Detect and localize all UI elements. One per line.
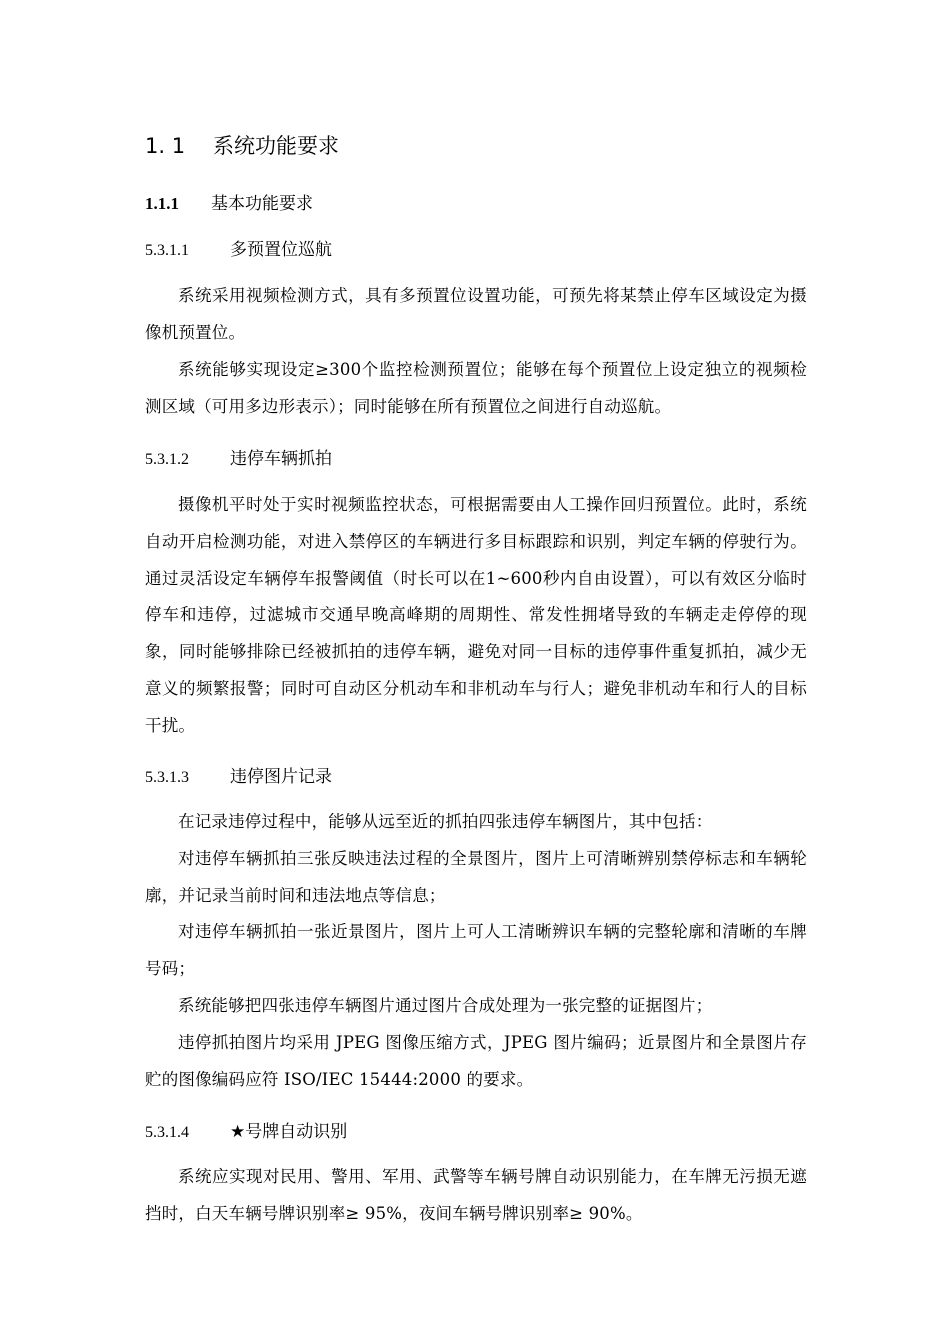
item-heading [145, 235, 332, 260]
item-number: 5.3.1.4 [145, 1124, 189, 1141]
paragraph: 违停抓拍图片均采用 JPEG 图像压缩方式，JPEG 图片编码；近景图片和全景图片存贮的图像编码应符 ISO/IEC 15444:2000 的要求。 [145, 1033, 807, 1089]
paragraph: 系统能够把四张违停车辆图片通过图片合成处理为一张完整的证据图片； [178, 996, 713, 1015]
item-title: ★号牌自动识别 [230, 1122, 348, 1142]
item-number: 5.3.1.2 [145, 451, 189, 468]
item-title: 违停图片记录 [230, 767, 332, 787]
item-number: 5.3.1.3 [145, 769, 189, 786]
item-heading [145, 1117, 347, 1142]
item-title: 违停车辆抓拍 [230, 449, 332, 469]
section-heading [145, 130, 339, 160]
subsection-number: 1.1.1 [145, 194, 179, 213]
paragraph: 摄像机平时处于实时视频监控状态，可根据需要由人工操作回归预置位。此时，系统自动开启检测功能，对进入禁停区的车辆进行多目标跟踪和识别，判定车辆的停驶行为。通过灵活设定车辆停车报警阈值（时长可以在1~600秒内自由设置），可以有效区分临时停车和违停，过滤城市交通早晚高峰期的周期性、常发性拥堵导致的车辆走走停停的现象，同时能够排除已经被抓拍的违停车辆，避免对同一目标的违停事件重复抓拍，减少无意义的频繁报警；同时可自动区分机动车和非机动车与行人；避免非机动车和行人的目标干扰。 [145, 495, 807, 735]
paragraph: 系统能够实现设定≥300个监控检测预置位；能够在每个预置位上设定独立的视频检测区域（可用多边形表示）；同时能够在所有预置位之间进行自动巡航。 [145, 360, 807, 416]
paragraph: 系统应实现对民用、警用、军用、武警等车辆号牌自动识别能力，在车牌无污损无遮挡时，白天车辆号牌识别率≥ 95%，夜间车辆号牌识别率≥ 90%。 [145, 1167, 807, 1223]
section-title: 系统功能要求 [213, 134, 339, 158]
subsection-heading [145, 189, 313, 214]
paragraph: 在记录违停过程中，能够从远至近的抓拍四张违停车辆图片，其中包括： [178, 812, 713, 831]
item-heading [145, 762, 332, 787]
item-heading [145, 444, 332, 469]
section-number: 1. 1 [145, 134, 186, 158]
paragraph: 对违停车辆抓拍一张近景图片，图片上可人工清晰辨识车辆的完整轮廓和清晰的车牌号码； [145, 922, 807, 978]
paragraph: 对违停车辆抓拍三张反映违法过程的全景图片，图片上可清晰辨别禁停标志和车辆轮廓，并记录当前时间和违法地点等信息； [145, 849, 807, 905]
item-title: 多预置位巡航 [230, 240, 332, 260]
item-number: 5.3.1.1 [145, 242, 189, 259]
paragraph: 系统采用视频检测方式，具有多预置位设置功能，可预先将某禁止停车区域设定为摄像机预置位。 [145, 286, 807, 342]
subsection-title: 基本功能要求 [211, 194, 313, 214]
